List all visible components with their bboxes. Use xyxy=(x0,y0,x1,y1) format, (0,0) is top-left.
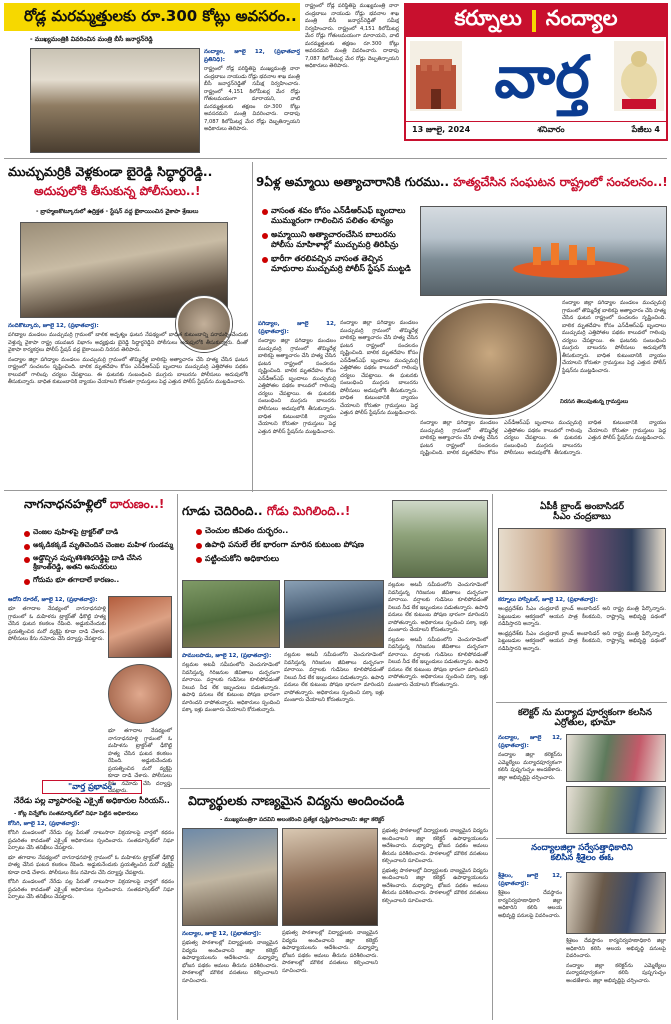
srisailam-body-text-3: నంద్యాల జిల్లా కలెక్టర్‌ను ఎమ్మెల్యేలు మర్యాదపూర్వకంగా కలిసి పుష్పగుచ్ఛం అందజేశారు. జిల్లా అభివృద్ధిపై చర్చించారు. xyxy=(566,962,666,984)
collector-body xyxy=(498,734,562,834)
roads-body-text-2: రాష్ట్రంలో రోడ్ల పరిస్థితిపై ముఖ్యమంత్రి నారా చంద్రబాబు నాయుడు రోడ్లు భవనాల శాఖ మంత్రి బీసీ జనార్దన్‌రెడ్డితో సమీక్ష నిర్వహించారు. రాష్ట్రంలో 4,151 కిలోమీటర్ల మేర రోడ్లు గోతులమయంగా మారాయని, వాటి మరమ్మత్తులకు తక్షణం రూ.300 కోట్లు అవసరమని మంత్రి వివరించారు. దాదాపు 7,087 కిలోమీటర్ల మేర రోడ్లు దెబ్బతిన్నాయని అధికారులు తెలిపారు. xyxy=(305,3,399,70)
nagnathana-bullets xyxy=(24,528,174,589)
ambassador-dateline: కర్నూలు హాస్పిటల్, జూలై 12, (ప్రభాతవార్త): xyxy=(498,597,598,603)
rule-right-1 xyxy=(496,702,667,703)
goodu-photo-1 xyxy=(182,580,280,648)
roads-body-text: రాష్ట్రంలో రోడ్ల పరిస్థితిపై ముఖ్యమంత్రి నారా చంద్రబాబు నాయుడు రోడ్లు భవనాల శాఖ మంత్రి బీసీ జనార్దన్‌రెడ్డితో సమీక్ష నిర్వహించారు. రాష్ట్రంలో 4,151 కిలోమీటర్ల మేర రోడ్లు గోతులమయంగా మారాయని, వాటి మరమ్మత్తులకు తక్షణం రూ.300 కోట్లు అవసరమని మంత్రి వివరించారు. దాదాపు 7,087 కిలోమీటర్ల మేర రోడ్లు దెబ్బతిన్నాయని అధికారులు తెలిపారు. xyxy=(204,66,300,133)
roads-body-col2 xyxy=(305,3,399,153)
nagnathana-headline xyxy=(24,498,174,512)
goodu-photo-2 xyxy=(284,580,384,648)
education-photo-2 xyxy=(282,828,378,926)
main-dateline: పగిడ్యాల, జూలై 12, (ప్రభాతవార్త): xyxy=(258,321,336,336)
goodu-body-col2 xyxy=(284,652,384,784)
ambassador-body-text: ఆంధ్రప్రదేశ్‌కు సీఎం చంద్రబాబే బ్రాండ్ అంబాసిడర్ అని రాష్ట్ర మంత్రి పేర్కొన్నారు. పెట్టుబడుల ఆకర్షణలో ఆయన పాత్ర కీలకమని, రాష్ట్రాన్ని అభివృద్ధి పథంలో నడిపిస్తారని అన్నారు. xyxy=(498,606,666,628)
goodu-body-text: నల్లమల అటవీ సమీపంలోని చెంచుగూడెంలో నివసిస్తున్న గిరిజనుల జీవితాలు దుర్భరంగా మారాయి. వర్షాలకు గుడిసెలు కూలిపోవడంతో నిలువ నీడ లేక ఇబ్బందులు పడుతున్నారు. ఉపాధి పనులు లేక కుటుంబ పోషణ భారంగా మారిందని వాపోతున్నారు. అధికారులు స్పందించి పక్కా ఇళ్లు మంజూరు చేయాలని కోరుతున్నారు. xyxy=(182,662,280,714)
nagnathana-bullet: అక్కడికక్కడే మృతిచెందిన చెంజల మహిళ గుండమ్మ xyxy=(24,541,174,550)
rule-v2 xyxy=(177,494,178,1020)
masthead-fort-illustration xyxy=(410,41,462,111)
roads-body xyxy=(204,48,300,152)
main-bullet: వాసంత శవం కోసం ఎన్‌డీఆర్‌ఎఫ్ బృందాలు ముమ్మురంగా గాలించిన పలితం శూన్యం xyxy=(262,206,412,226)
goodu-bullet: ఉపాధి పనులే లేక భారంగా మారిన కుటుంబ పోషణ xyxy=(196,540,386,550)
education-dateline: నంద్యాల, జూలై 12, (ప్రభాతవార్త): xyxy=(182,931,262,937)
srisailam-body-text: శ్రీశైలం దేవస్థానం కార్యనిర్వహణాధికారి జిల్లా అధికారిని కలిసి ఆలయ అభివృద్ధి పనులపై వివరించారు. xyxy=(498,890,562,919)
bullet-dot-icon xyxy=(24,579,30,585)
main-boat-photo xyxy=(420,206,667,296)
rule-top xyxy=(4,158,667,159)
bullet-dot-icon xyxy=(196,529,202,535)
goodu-body-col3 xyxy=(388,582,488,784)
education-body-col2 xyxy=(282,930,378,1020)
goodu-headline-black: గూడు చెదిరింది.. xyxy=(182,504,263,518)
collector-dateline: నంద్యాల, జూలై 12, (ప్రభాతవార్త): xyxy=(498,735,562,750)
nagnathana-photo-2 xyxy=(108,664,172,724)
srisailam-headline xyxy=(498,844,666,864)
nagnathana-photo-1 xyxy=(108,596,172,658)
nagnathana-body xyxy=(8,596,106,776)
srisailam-body-col2 xyxy=(566,938,666,1018)
nagnathana-body-col2 xyxy=(108,728,172,795)
collector-headline: కలెక్టర్ ను మర్యాద పూర్వకంగా కలసిన ఎర్రోతుల, భూమా xyxy=(517,708,653,729)
edition-right: నంద్యాల xyxy=(545,6,618,30)
main-body-text-3: నంద్యాల జిల్లా పగిడ్యాల మండలం ముచ్చుమర్రి గ్రామంలో తొమ్మిదేళ్ల బాలికపై అత్యాచారం చేసి హత్య చేసిన ఘటన రాష్ట్రంలో సంచలనం సృష్టించింది. బాలిక మృతదేహం కోసం ఎన్‌డీఆర్‌ఎఫ్ బృందాలు ముచ్చుమర్రి ఎత్తిపోతల పథకం కాలువలో గాలింపు చర్యలు చేపట్టాయి. ఈ ఘటనకు సంబంధించి ముగ్గురు బాలురను పోలీసులు అదుపులోకి తీసుకున్నారు. బాధిత కుటుంబానికి న్యాయం చేయాలని కోరుతూ గ్రామస్తులు పెద్ద ఎత్తున పోలీస్ స్టేషన్‌ను ముట్టడించారు. xyxy=(562,300,666,374)
mucchumarri-body xyxy=(8,322,248,486)
bullet-dot-icon xyxy=(24,531,30,537)
roads-headline: రోడ్ల మరమ్మత్తులకు రూ.300 కోట్లు అవసరం.. xyxy=(24,7,297,25)
mucchumarri-subhead: అదుపులోకి తీసుకున్న పోలీసులు..! xyxy=(34,184,201,198)
vartha-body xyxy=(8,820,174,1018)
nagnathana-bullet: అడ్డొచ్చిన పుష్పశశిశశిధరెడ్డిపై దాడి చేసిన శ్రీకాంత్‌రెడ్డి, అతని అనుచరులు xyxy=(24,554,174,572)
rule-v3 xyxy=(492,494,493,1020)
main-body-text-4: నంద్యాల జిల్లా పగిడ్యాల మండలం ముచ్చుమర్రి గ్రామంలో తొమ్మిదేళ్ల బాలికపై అత్యాచారం చేసి హత్య చేసిన ఘటన రాష్ట్రంలో సంచలనం సృష్టించింది. బాలిక మృతదేహం కోసం ఎన్‌డీఆర్‌ఎఫ్ బృందాలు ముచ్చుమర్రి ఎత్తిపోతల పథకం కాలువలో గాలింపు చర్యలు చేపట్టాయి. ఈ ఘటనకు సంబంధించి ముగ్గురు బాలురను పోలీసులు అదుపులోకి తీసుకున్నారు. బాధిత కుటుంబానికి న్యాయం చేయాలని కోరుతూ గ్రామస్తులు పెద్ద ఎత్తున పోలీస్ స్టేషన్‌ను ముట్టడించారు. xyxy=(420,420,666,457)
mucchumarri-body-text-2: నంద్యాల జిల్లా పగిడ్యాల మండలం ముచ్చుమర్రి గ్రామంలో తొమ్మిదేళ్ల బాలికపై అత్యాచారం చేసి హత్య చేసిన ఘటన రాష్ట్రంలో సంచలనం సృష్టించింది. బాలిక మృతదేహం కోసం ఎన్‌డీఆర్‌ఎఫ్ బృందాలు ముచ్చుమర్రి ఎత్తిపోతల పథకం కాలువలో గాలింపు చర్యలు చేపట్టాయి. ఈ ఘటనకు సంబంధించి ముగ్గురు బాలురను పోలీసులు అదుపులోకి తీసుకున్నారు. బాధిత కుటుంబానికి న్యాయం చేయాలని కోరుతూ గ్రామస్తులు పెద్ద ఎత్తున పోలీస్ స్టేషన్‌ను ముట్టడించారు. xyxy=(8,356,248,386)
masthead-dateline-row xyxy=(406,121,666,139)
vartha-body-text-2: భూ తగాదాల నేపథ్యంలో నాగనాధనహళ్లి గ్రామంలో ఓ మహిళను ట్రాక్టర్‌తో ఢీకొట్టి హత్య చేసిన ఘటన కలకలం రేపింది. అడ్డుకునేందుకు ప్రయత్నించిన మరో వ్యక్తిపై కూడా దాడి చేశారు. పోలీసులు కేసు నమోదు చేసి దర్యాప్తు చేపట్టారు. xyxy=(8,854,174,876)
main-crowd-photo xyxy=(420,300,560,418)
srisailam-headline-1: నంద్యాలజిల్లా సర్వేసత్తాధికారిని xyxy=(531,843,633,853)
roads-photo xyxy=(30,48,200,153)
vartha-sub1: - కోట్ల విన్నేకోట సంతమార్కెట్‌లో నిఘా పెట్టిన అధికారులు xyxy=(14,811,138,817)
roads-subhead: - ముఖ్యమంత్రికి వివరించిన మంత్రి బీసీ జనార్దన్‌రెడ్డి xyxy=(30,36,153,43)
bullet-dot-icon xyxy=(196,543,202,549)
education-subhead: - ముఖ్యమంత్రిగా పదవిని అలంకరించి ప్రత్యేక దృష్టిసారించాలని: జిల్లా కలెక్టర్ xyxy=(220,817,385,823)
vartha-box: "వార్త ప్రభావం" xyxy=(42,780,142,794)
education-body-text: ప్రభుత్వ పాఠశాలల్లో విద్యార్థులకు నాణ్యమైన విద్యను అందించాలని జిల్లా కలెక్టర్ ఉపాధ్యాయులను ఆదేశించారు. మధ్యాహ్న భోజన పథకం అమలు తీరును పరిశీలించారు. పాఠశాలల్లో మౌలిక వసతులు కల్పించాలని సూచించారు. xyxy=(182,940,278,984)
main-body-col4 xyxy=(420,420,666,486)
goodu-tower-photo xyxy=(392,500,488,578)
main-body-col1 xyxy=(258,320,336,486)
main-body-col3 xyxy=(562,300,666,396)
rule-mid xyxy=(4,490,667,491)
bullet-dot-icon xyxy=(24,557,30,563)
bullet-dot-icon xyxy=(24,544,30,550)
nagnathana-headline-red: దారుణం..! xyxy=(110,497,165,511)
edition-divider xyxy=(532,10,536,32)
masthead-page: పేజీలు 4 xyxy=(631,125,660,134)
rule-v1 xyxy=(252,162,253,492)
nagnathana-body-text-2: భూ తగాదాల నేపథ్యంలో నాగనాధనహళ్లి గ్రామంలో ఓ మహిళను ట్రాక్టర్‌తో ఢీకొట్టి హత్య చేసిన ఘటన కలకలం రేపింది. అడ్డుకునేందుకు ప్రయత్నించిన మరో వ్యక్తిపై కూడా దాడి చేశారు. పోలీసులు కేసు నమోదు చేసి దర్యాప్తు చేపట్టారు. xyxy=(108,728,172,795)
education-body-text-2: ప్రభుత్వ పాఠశాలల్లో విద్యార్థులకు నాణ్యమైన విద్యను అందించాలని జిల్లా కలెక్టర్ ఉపాధ్యాయులను ఆదేశించారు. మధ్యాహ్న భోజన పథకం అమలు తీరును పరిశీలించారు. పాఠశాలల్లో మౌలిక వసతులు కల్పించాలని సూచించారు. xyxy=(282,930,378,974)
rule-right-2 xyxy=(496,838,667,839)
education-body-col3 xyxy=(382,828,488,1020)
vartha-dateline: కోసిగి, జూలై 12, (ప్రభాతవార్త): xyxy=(8,821,80,827)
mucchumarri-dateline: నందికొట్కూరు, జూలై 12, (ప్రభాతవార్త): xyxy=(8,323,99,329)
ambassador-headline-1: ఏపీకీ బ్రాండ్ అంబాసిడర్ xyxy=(540,502,624,512)
edition-left: కర్నూలు xyxy=(454,6,522,30)
nagnathana-dateline: ఆదోని రూరల్, జూలై 12, (ప్రభాతవార్త): xyxy=(8,597,98,603)
main-headline-red: హత్యచేసిన సంఘటన రాష్ట్రంలో సంచలనం..! xyxy=(453,175,668,189)
education-headline: విద్యార్థులకు నాణ్యమైన విద్యను అందించండి xyxy=(188,793,405,808)
main-bullet: భారీగా తరలివచ్చిన వాసంత తెచ్చిన మాధురాల ముచ్చుమర్రి పోలీస్ స్టేషన్ ముట్టడి xyxy=(262,254,412,274)
srisailam-body-text-2: శ్రీశైలం దేవస్థానం కార్యనిర్వహణాధికారి జిల్లా అధికారిని కలిసి ఆలయ అభివృద్ధి పనులపై వివరించారు. xyxy=(566,938,666,960)
bullet-dot-icon xyxy=(196,557,202,563)
ambassador-headline xyxy=(498,502,666,523)
vartha-body-text: కోసిగి మండలంలో నేరేడు పల్ల పేరుతో నాటుసారా విక్రయాలపై వార్తలో కథనం ప్రచురితం కావడంతో ఎక్సైజ్ అధికారులు స్పందించారు. సంతమార్కెట్‌లో నిఘా ఏర్పాటు చేసి తనిఖీలు చేపట్టారు. xyxy=(8,830,174,852)
mucchumarri-body-text: పగిడ్యాల మండలం ముచ్చుమర్రి గ్రామంలో బాలిక అదృశ్యం ఘటన నేపథ్యంలో బాధిత కుటుంబాన్ని పరామర్శించేందుకు వెళ్తున్న వైకాపా రాష్ట్ర యువజన విభాగం అధ్యక్షుడు బైరెడ్డి సిద్ధార్థరెడ్డిని పోలీసులు అదుపులోకి తీసుకున్నారు. దీంతో వైకాపా కార్యకర్తలు పోలీస్ స్టేషన్ వద్ద బైఠాయించి నిరసన తెలిపారు. xyxy=(8,332,248,354)
nagnathana-body-text: భూ తగాదాల నేపథ్యంలో నాగనాధనహళ్లి గ్రామంలో ఓ మహిళను ట్రాక్టర్‌తో ఢీకొట్టి హత్య చేసిన ఘటన కలకలం రేపింది. అడ్డుకునేందుకు ప్రయత్నించిన మరో వ్యక్తిపై కూడా దాడి చేశారు. పోలీసులు కేసు నమోదు చేసి దర్యాప్తు చేపట్టారు. xyxy=(8,606,106,643)
bullet-dot-icon xyxy=(262,257,268,263)
vartha-headline: నేరేడు పల్ల వ్యాపారంపై ఎక్సైజ్ అధికారుల సీరియస్.. xyxy=(14,796,170,805)
goodu-bullet: చెంచుల జీవితం దుర్భరం.. xyxy=(196,526,386,536)
main-body-text: నంద్యాల జిల్లా పగిడ్యాల మండలం ముచ్చుమర్రి గ్రామంలో తొమ్మిదేళ్ల బాలికపై అత్యాచారం చేసి హత్య చేసిన ఘటన రాష్ట్రంలో సంచలనం సృష్టించింది. బాలిక మృతదేహం కోసం ఎన్‌డీఆర్‌ఎఫ్ బృందాలు ముచ్చుమర్రి ఎత్తిపోతల పథకం కాలువలో గాలింపు చర్యలు చేపట్టాయి. ఈ ఘటనకు సంబంధించి ముగ్గురు బాలురను పోలీసులు అదుపులోకి తీసుకున్నారు. బాధిత కుటుంబానికి న్యాయం చేయాలని కోరుతూ గ్రామస్తులు పెద్ద ఎత్తున పోలీస్ స్టేషన్‌ను ముట్టడించారు. xyxy=(258,338,336,435)
ambassador-body xyxy=(498,596,666,700)
vartha-body-text-3: కోసిగి మండలంలో నేరేడు పల్ల పేరుతో నాటుసారా విక్రయాలపై వార్తలో కథనం ప్రచురితం కావడంతో ఎక్సైజ్ అధికారులు స్పందించారు. సంతమార్కెట్‌లో నిఘా ఏర్పాటు చేసి తనిఖీలు చేపట్టారు. xyxy=(8,879,174,901)
main-headline-black: 9ఏళ్ల అమ్మాయి అత్యాచారానికి గురము.. xyxy=(256,175,450,189)
ambassador-body-text-2: ఆంధ్రప్రదేశ్‌కు సీఎం చంద్రబాబే బ్రాండ్ అంబాసిడర్ అని రాష్ట్ర మంత్రి పేర్కొన్నారు. పెట్టుబడుల ఆకర్షణలో ఆయన పాత్ర కీలకమని, రాష్ట్రాన్ని అభివృద్ధి పథంలో నడిపిస్తారని అన్నారు. xyxy=(498,630,666,652)
education-body-text-4: ప్రభుత్వ పాఠశాలల్లో విద్యార్థులకు నాణ్యమైన విద్యను అందించాలని జిల్లా కలెక్టర్ ఉపాధ్యాయులను ఆదేశించారు. మధ్యాహ్న భోజన పథకం అమలు తీరును పరిశీలించారు. పాఠశాలల్లో మౌలిక వసతులు కల్పించాలని సూచించారు. xyxy=(382,867,488,904)
srisailam-body xyxy=(498,872,562,1018)
srisailam-headline-2: కలిసిన శ్రీశైలం ఈఓ xyxy=(550,852,614,863)
rule-education xyxy=(180,788,490,789)
goodu-headline-red: గోడు మిగిలింది..! xyxy=(266,504,351,518)
masthead-statue-illustration xyxy=(614,41,664,111)
collector-photo-2 xyxy=(566,786,666,834)
goodu-body-col1 xyxy=(182,652,280,784)
goodu-dateline: పాములపాడు, జూలై 12, (ప్రభాతవార్త): xyxy=(182,653,272,659)
collector-photo-1 xyxy=(566,734,666,782)
ambassador-photo xyxy=(498,528,666,592)
main-photo-caption: నిరసన తెలుపుతున్న గ్రామస్తులు xyxy=(560,399,629,405)
main-bullet: అమ్మాయిని అత్యాచారంచేసిన బాలురను పోలీసు మాహిళాల్లో ముచ్చుమర్రి తిరిపిన్రు xyxy=(262,230,412,250)
masthead-day: శనివారం xyxy=(537,125,565,134)
nagnathana-bullet: గోదుమ భూ తగాదాలే కారణం.. xyxy=(24,576,174,585)
goodu-body-text-4: నల్లమల అటవీ సమీపంలోని చెంచుగూడెంలో నివసిస్తున్న గిరిజనుల జీవితాలు దుర్భరంగా మారాయి. వర్షాలకు గుడిసెలు కూలిపోవడంతో నిలువ నీడ లేక ఇబ్బందులు పడుతున్నారు. ఉపాధి పనులు లేక కుటుంబ పోషణ భారంగా మారిందని వాపోతున్నారు. అధికారులు స్పందించి పక్కా ఇళ్లు మంజూరు చేయాలని కోరుతున్నారు. xyxy=(388,636,488,688)
srisailam-dateline: శ్రీశైలం, జూలై 12, (ప్రభాతవార్త): xyxy=(498,873,562,888)
roads-dateline: నంద్యాల, జూలై 12, (ప్రభాతవార్త ప్రతినిధి): xyxy=(204,49,300,64)
mucchumarri-byline: - బ్రాహ్మణకొట్కూరులో ఉద్రిక్తత - స్టేషన్ వద్ద బైఠాయించిన వైకాపా శ్రేణులు xyxy=(36,209,199,215)
masthead-date: 13 జూలై, 2024 xyxy=(412,125,471,134)
goodu-body-text-2: నల్లమల అటవీ సమీపంలోని చెంచుగూడెంలో నివసిస్తున్న గిరిజనుల జీవితాలు దుర్భరంగా మారాయి. వర్షాలకు గుడిసెలు కూలిపోవడంతో నిలువ నీడ లేక ఇబ్బందులు పడుతున్నారు. ఉపాధి పనులు లేక కుటుంబ పోషణ భారంగా మారిందని వాపోతున్నారు. అధికారులు స్పందించి పక్కా ఇళ్లు మంజూరు చేయాలని కోరుతున్నారు. xyxy=(284,652,384,704)
goodu-body-text-3: నల్లమల అటవీ సమీపంలోని చెంచుగూడెంలో నివసిస్తున్న గిరిజనుల జీవితాలు దుర్భరంగా మారాయి. వర్షాలకు గుడిసెలు కూలిపోవడంతో నిలువ నీడ లేక ఇబ్బందులు పడుతున్నారు. ఉపాధి పనులు లేక కుటుంబ పోషణ భారంగా మారిందని వాపోతున్నారు. అధికారులు స్పందించి పక్కా ఇళ్లు మంజూరు చేయాలని కోరుతున్నారు. xyxy=(388,582,488,634)
education-photo-1 xyxy=(182,828,278,926)
main-headline xyxy=(256,176,668,190)
masthead-brand: వార్త xyxy=(494,43,590,111)
main-body-col2 xyxy=(340,320,418,486)
main-body-text-2: నంద్యాల జిల్లా పగిడ్యాల మండలం ముచ్చుమర్రి గ్రామంలో తొమ్మిదేళ్ల బాలికపై అత్యాచారం చేసి హత్య చేసిన ఘటన రాష్ట్రంలో సంచలనం సృష్టించింది. బాలిక మృతదేహం కోసం ఎన్‌డీఆర్‌ఎఫ్ బృందాలు ముచ్చుమర్రి ఎత్తిపోతల పథకం కాలువలో గాలింపు చర్యలు చేపట్టాయి. ఈ ఘటనకు సంబంధించి ముగ్గురు బాలురను పోలీసులు అదుపులోకి తీసుకున్నారు. బాధిత కుటుంబానికి న్యాయం చేయాలని కోరుతూ గ్రామస్తులు పెద్ద ఎత్తున పోలీస్ స్టేషన్‌ను ముట్టడించారు. xyxy=(340,320,418,417)
bullet-dot-icon xyxy=(262,209,268,215)
nagnathana-bullet: చెంజల వుహిళపై ట్రాక్టర్‌తో దాడి xyxy=(24,528,174,537)
education-body-col1 xyxy=(182,930,278,1020)
education-body-text-3: ప్రభుత్వ పాఠశాలల్లో విద్యార్థులకు నాణ్యమైన విద్యను అందించాలని జిల్లా కలెక్టర్ ఉపాధ్యాయులను ఆదేశించారు. మధ్యాహ్న భోజన పథకం అమలు తీరును పరిశీలించారు. పాఠశాలల్లో మౌలిక వసతులు కల్పించాలని సూచించారు. xyxy=(382,828,488,865)
srisailam-photo xyxy=(566,872,666,934)
masthead-edition-bar xyxy=(406,5,666,37)
main-bullets xyxy=(262,206,412,278)
nagnathana-headline-black: నాగనాధనహళ్లిలో xyxy=(24,497,106,511)
mucchumarri-headline: ముచ్చుమర్రికి వెళ్లకుండా బైరెడ్డి సిద్ధార్థరెడ్డి.. xyxy=(8,164,213,179)
goodu-bullets xyxy=(196,526,386,568)
boat-illustration xyxy=(421,207,668,297)
ambassador-headline-2: సీఎం చంద్రబాబు xyxy=(553,512,611,523)
collector-body-text: నంద్యాల జిల్లా కలెక్టర్‌ను ఎమ్మెల్యేలు మర్యాదపూర్వకంగా కలిసి పుష్పగుచ్ఛం అందజేశారు. జిల్లా అభివృద్ధిపై చర్చించారు. xyxy=(498,752,562,781)
bullet-dot-icon xyxy=(262,233,268,239)
goodu-bullet: పట్టించుకోని అధికారులు xyxy=(196,554,386,564)
masthead xyxy=(404,3,668,141)
